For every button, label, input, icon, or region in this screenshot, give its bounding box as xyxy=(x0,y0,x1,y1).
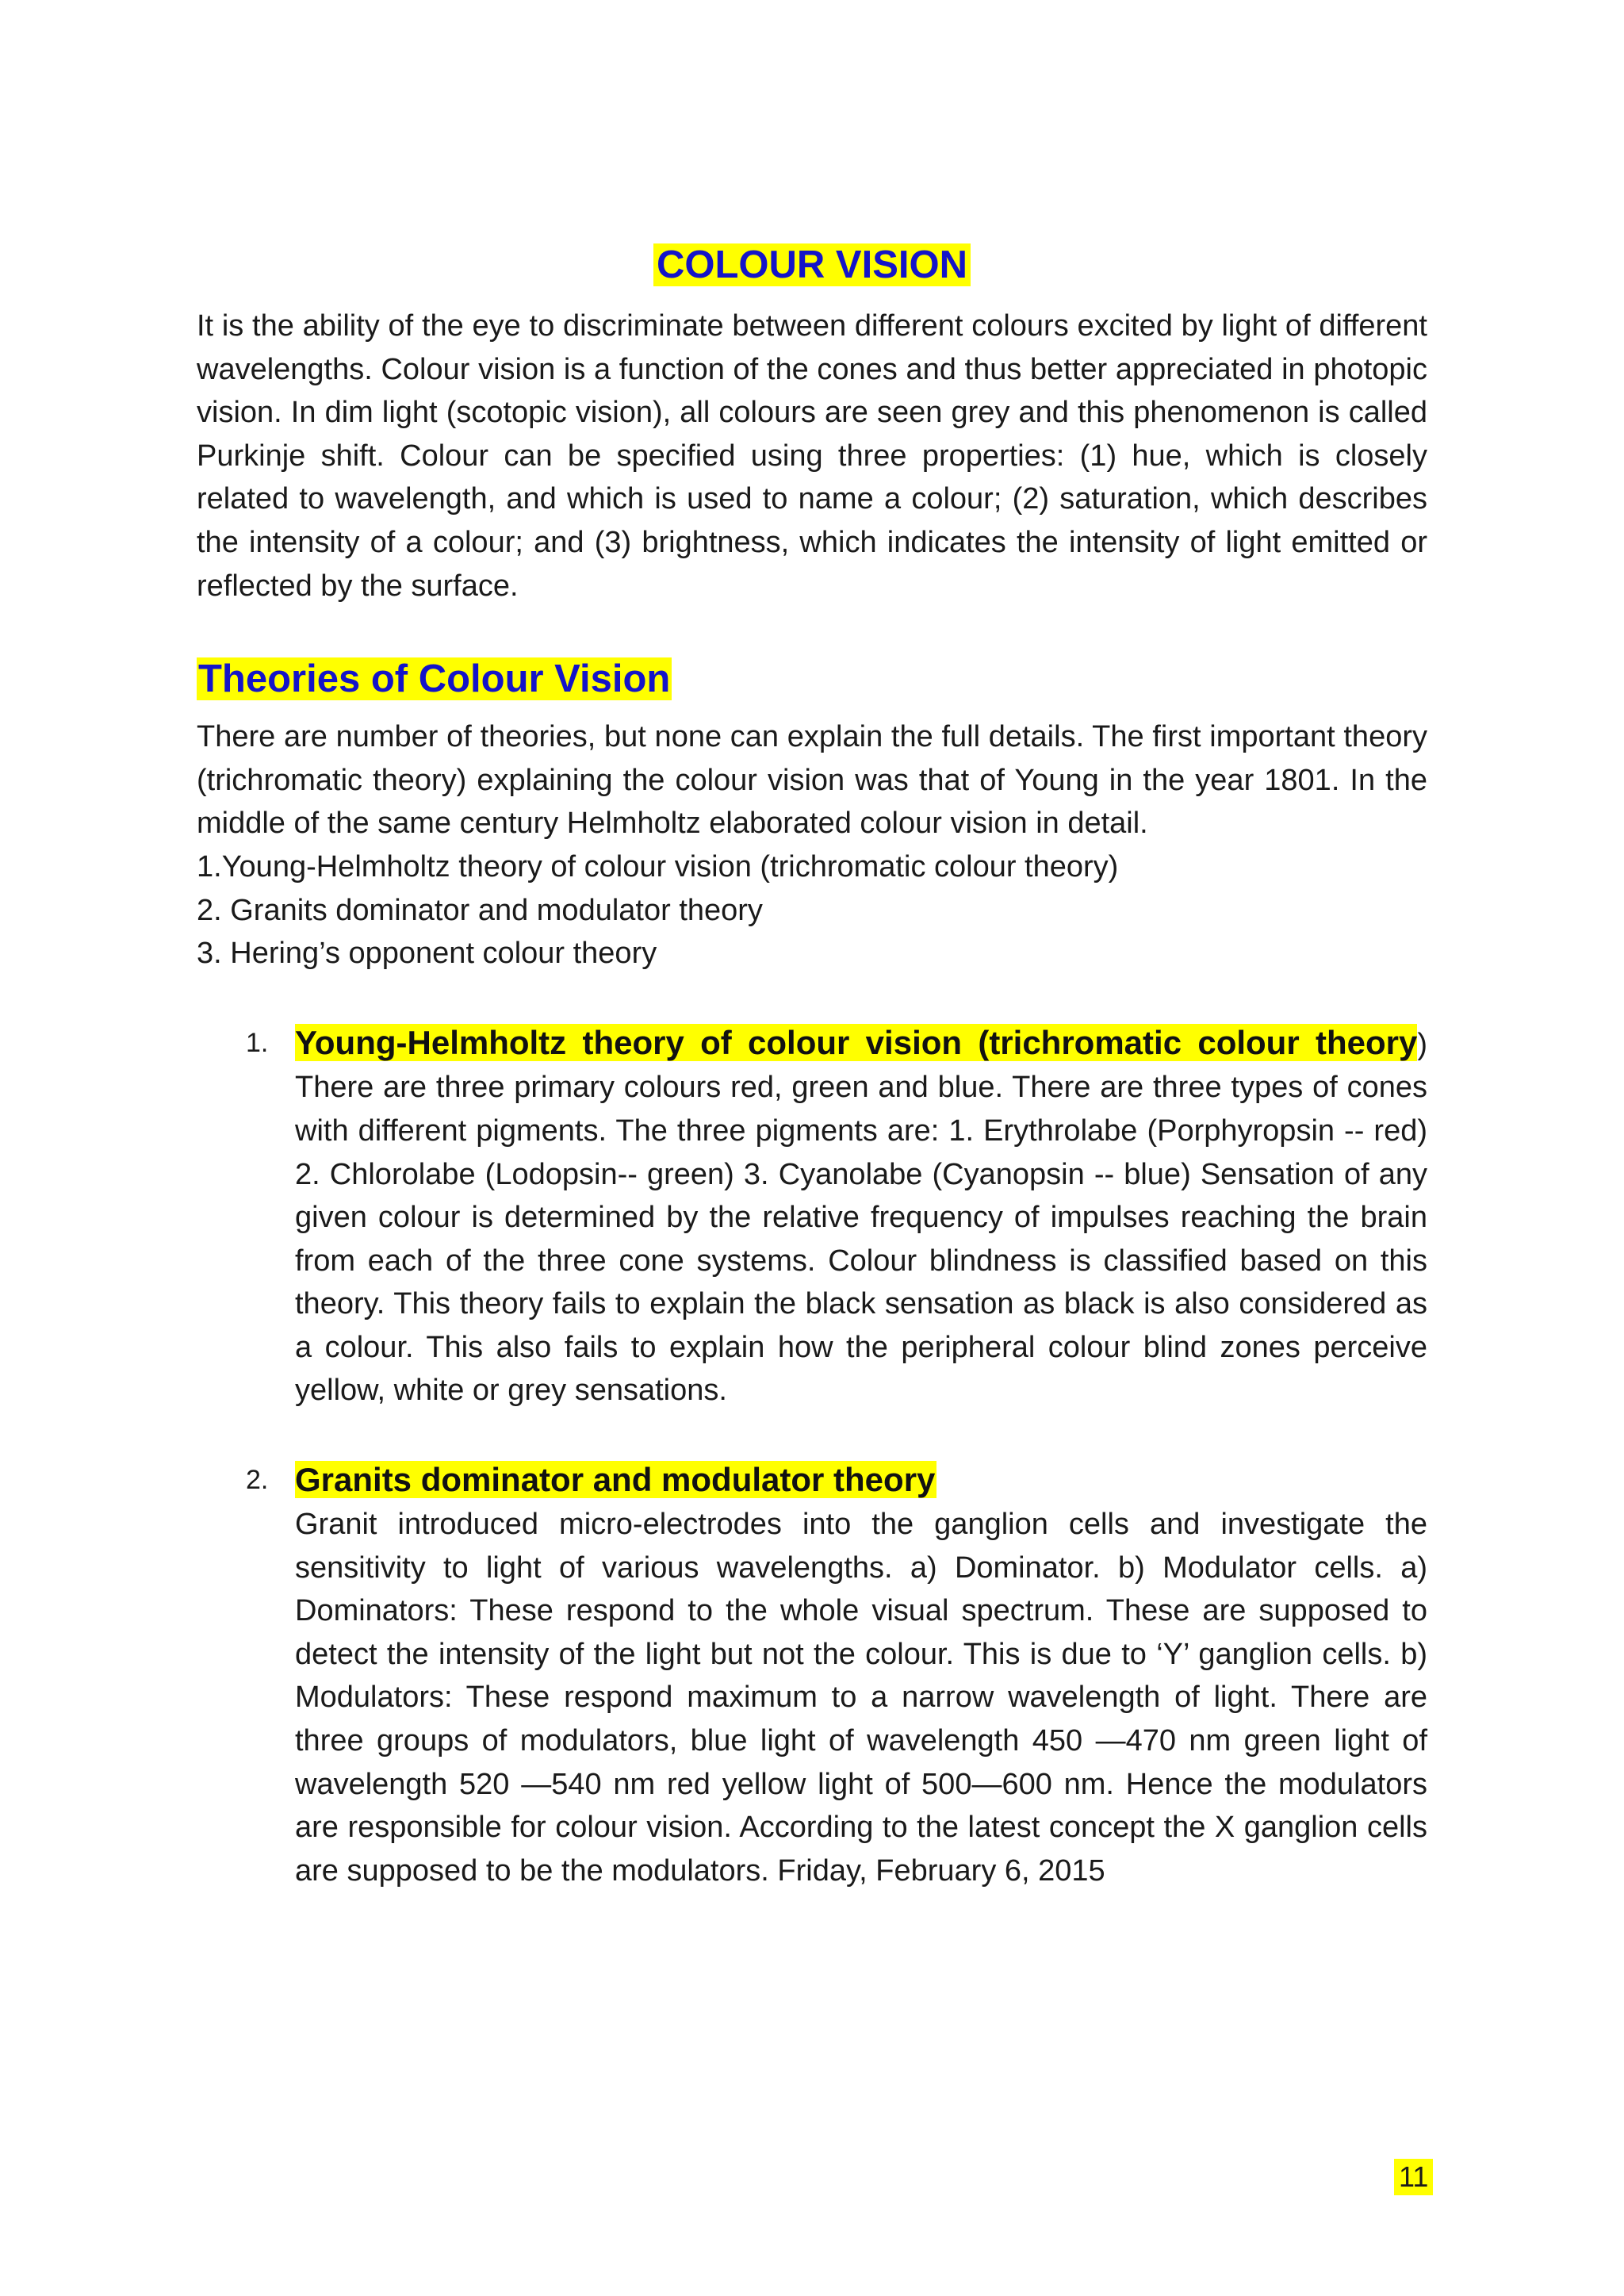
theories-intro-paragraph: There are number of theories, but none can explain the full details. The first important theory (trichromatic theory) explaining the colour vision was that of Young in the year 1801. In the middle of the same century Helmholtz elaborated colour vision in detail. xyxy=(197,720,1427,841)
theory-heading-tail: ) xyxy=(1417,1027,1427,1061)
theory-heading-block xyxy=(295,1457,1427,1503)
theories-summary-list xyxy=(197,845,1427,976)
theory-body: There are three primary colours red, green and blue. There are three types of cones with different pigments. The three pigments are: 1. Erythrolabe (Porphyropsin -- red) 2. Chlorolabe (Lodopsin-- green) 3. Cyanolabe (Cyanopsin -- blue) Sensation of any given colour is determined by the relative frequency of impulses reaching the brain from each of the three cone systems. Colour blindness is classified based on this theory. This theory fails to explain the black sensation as black is also considered as a colour. This also fails to explain how the peripheral colour blind zones perceive yellow, white or grey sensations. xyxy=(295,1071,1427,1408)
document-title-text: COLOUR VISION xyxy=(653,243,971,286)
document-title xyxy=(197,238,1427,301)
page-number: 11 xyxy=(1394,2159,1433,2195)
theories-section-heading-text: Theories of Colour Vision xyxy=(198,657,671,701)
theories-summary-item: 3. Hering’s opponent colour theory xyxy=(197,937,657,971)
theories-section-heading xyxy=(197,652,1427,715)
theory-heading: Granits dominator and modulator theory xyxy=(295,1461,936,1499)
intro-paragraph: It is the ability of the eye to discriminate between different colours excited by light of different wavelengths. Colour vision is a function of the cones and thus better appreciated in photopic vision. In dim light (scotopic vision), all colours are seen grey and this phenomenon is called Purkinje shift. Colour can be specified using three properties: (1) hue, which is closely related to wavelength, and which is used to name a colour; (2) saturation, which describes the intensity of a colour; and (3) brightness, which indicates the intensity of light emitted or reflected by the surface. xyxy=(197,309,1427,603)
theory-item-granit xyxy=(197,1457,1427,1892)
page-content xyxy=(197,238,1427,1892)
theories-detail-list xyxy=(197,1020,1427,1893)
list-number: 2. xyxy=(246,1465,269,1496)
theory-body: Granit introduced micro-electrodes into the ganglion cells and investigate the sensitivity to light of various wavelengths. a) Dominator. b) Modulator cells. a) Dominators: These respond to the whole visual spectrum. These are supposed to detect the intensity of the light but not the colour. This is due to ‘Y’ ganglion cells. b) Modulators: These respond maximum to a narrow wavelength of light. There are three groups of modulators, blue light of wavelength 450 —470 nm green light of wavelength 520 —540 nm red yellow light of 500—600 nm. Hence the modulators are responsible for colour vision. According to the latest concept the X ganglion cells are supposed to be the modulators. Friday, February 6, 2015 xyxy=(295,1508,1427,1888)
theory-item-young-helmholtz xyxy=(197,1020,1427,1412)
theories-summary-item: 1.Young-Helmholtz theory of colour vision (trichromatic colour theory) xyxy=(197,849,1119,884)
theory-paragraph xyxy=(295,1020,1427,1412)
theory-heading: Young-Helmholtz theory of colour vision (trichromatic colour theory xyxy=(295,1023,1418,1061)
theories-summary-item: 2. Granits dominator and modulator theory xyxy=(197,893,763,927)
list-number: 1. xyxy=(246,1027,269,1058)
